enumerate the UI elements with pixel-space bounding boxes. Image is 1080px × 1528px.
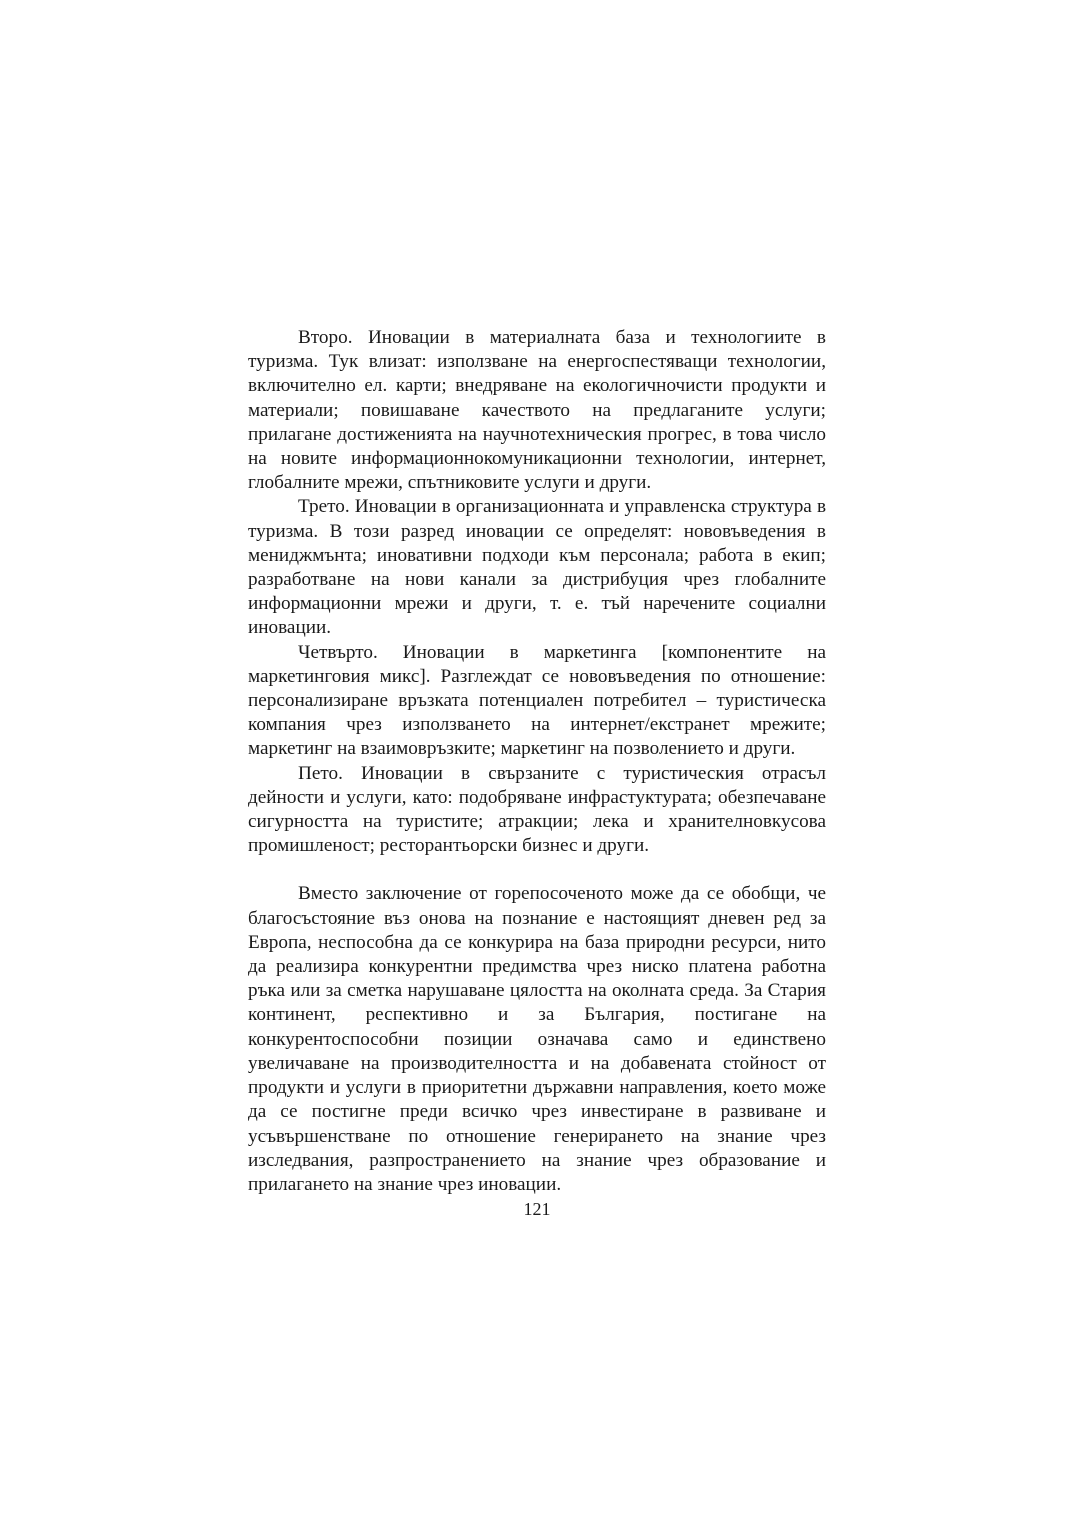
paragraph-fourth-innovations: Четвърто. Иновации в маркетинга [компонентите на маркетинговия микс]. Разглеждат се нововъведения по отношение: персонализиране връзката потенциален потребител – туристическа компания чрез използването на интернет/екстранет мрежите; маркетинг на взаимовръзките; маркетинг на позволението и други. — [248, 641, 826, 760]
body-text — [248, 326, 826, 1197]
paragraph-conclusion: Вместо заключение от горепосоченото може да се обобщи, че благосъстояние въз онова на познание е настоящият дневен ред за Европа, неспособна да се конкурира на база природни ресурси, нито да реализира конкурентни предимства чрез ниско платена работна ръка или за сметка нарушаване цялостта на околната среда. За Стария континент, респективно и за България, постигане на конкурентоспособни позиции означава само и единствено увеличаване на производителността и на добавената стойност от продукти и услуги в приоритетни държавни направления, което може да се постигне преди всичко чрез инвестиране в развиване и усъвършенстване по отношение генерирането на знание чрез изследвания, разпространението на знание чрез образование и прилагането на знание чрез иновации. — [248, 883, 826, 1195]
paragraph-fifth-innovations: Пето. Иновации в свързаните с туристическия отрасъл дейности и услуги, като: подобряване инфрастуктурата; обезпечаване сигурността на туристите; атракции; лека и хранителновкусова промишленост; ресторантьорски бизнес и други. — [248, 762, 826, 857]
paragraph-second-innovations: Второ. Иновации в материалната база и технологиите в туризма. Тук влизат: използване на енергоспестяващи технологии, включително ел. карти; внедряване на екологичночисти продукти и материали; повишаване качеството на предлаганите услуги; прилагане достиженията на научнотехническия прогрес, в това число на новите информационнокомуникационни технологии, интернет, глобалните мрежи, спътниковите услуги и други. — [248, 327, 826, 494]
paragraph-third-innovations: Трето. Иновации в организационната и управленска структура в туризма. В този разред иновации се определят: нововъведения в мениджмънта; иновативни подходи към персонала; работа в екип; разработване на нови канали за дистрибуция чрез глобалните информационни мрежи и други, т. е. тъй наречените социални иновации. — [248, 496, 826, 639]
page-number: 121 — [523, 1199, 551, 1219]
